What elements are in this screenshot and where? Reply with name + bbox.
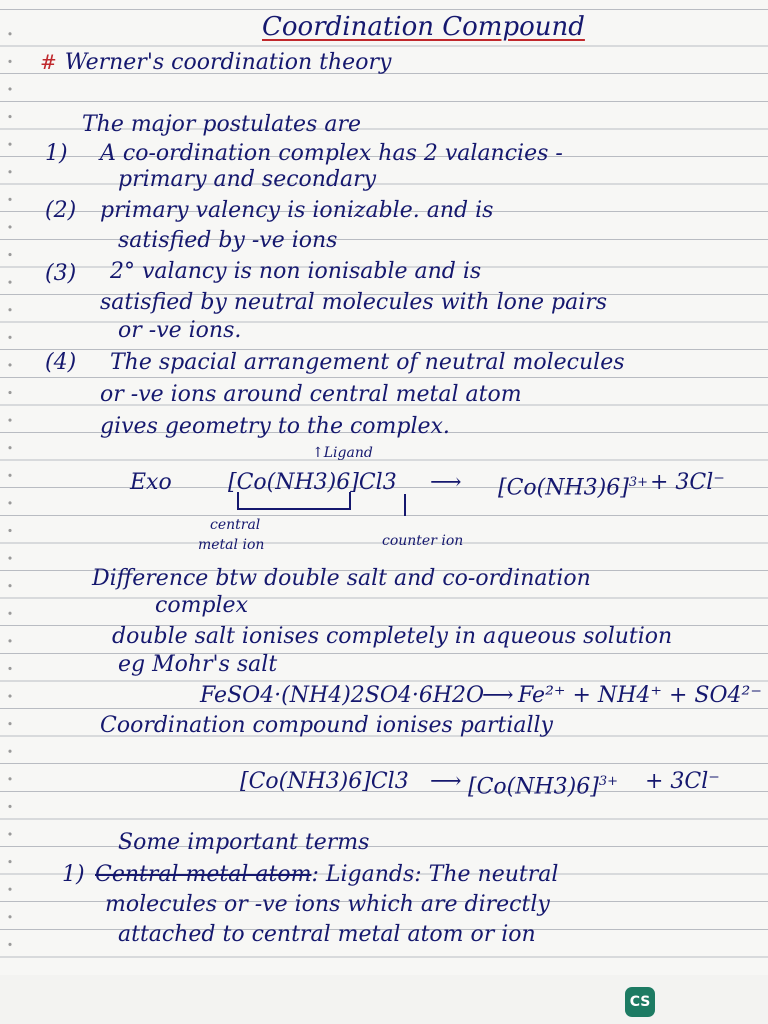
- page-title: Coordination Compound: [262, 12, 585, 42]
- star-mark-icon: #: [40, 50, 57, 74]
- eq2-arrow: ⟶: [430, 769, 462, 794]
- eq2-tail: + 3Cl⁻: [645, 769, 720, 794]
- example-counter: + 3Cl⁻: [650, 470, 725, 495]
- eq1-right: Fe²⁺ + NH4⁺ + SO4²⁻: [518, 683, 762, 708]
- eq2-charge: 3+: [598, 774, 619, 789]
- example-charge: 3+: [628, 475, 649, 490]
- margin-dots: [6, 20, 14, 970]
- central-label-2: metal ion: [198, 537, 265, 553]
- postulate-2-line-2: satisfied by -ve ions: [118, 228, 338, 253]
- postulate-4-line-3: gives geometry to the complex.: [100, 414, 450, 439]
- eq2-left: [Co(NH3)6]Cl3: [240, 769, 409, 794]
- example-complex: [Co(NH3)6]Cl3: [228, 470, 397, 495]
- counter-ion-pointer: [404, 494, 406, 516]
- ligand-label-text: Ligand: [323, 445, 373, 461]
- double-salt-line: double salt ionises completely in aqueous solution: [112, 624, 673, 649]
- postulate-4-line-2: or -ve ions around central metal atom: [100, 382, 522, 407]
- terms-struck-text: Central metal atom: [95, 862, 312, 887]
- postulate-4-line-1: The spacial arrangement of neutral molecules: [110, 350, 625, 375]
- intro-line: The major postulates are: [82, 112, 361, 137]
- postulate-3-line-2: satisfied by neutral molecules with lone pairs: [100, 290, 608, 315]
- postulate-4-num: (4): [45, 350, 77, 375]
- central-label-1: central: [210, 517, 261, 533]
- postulate-1-num: 1): [45, 141, 68, 166]
- eg-line: eg Mohr's salt: [118, 652, 278, 677]
- postulate-3-line-1: 2° valancy is non ionisable and is: [110, 259, 482, 284]
- terms-num: 1): [62, 862, 85, 887]
- camscanner-badge: CS: [625, 987, 655, 1017]
- postulate-1-line-1: A co-ordination complex has 2 valancies -: [100, 141, 563, 166]
- eq2-right: [468, 769, 618, 800]
- difference-heading-2: complex: [155, 593, 248, 618]
- ligand-label: ↑Ligand: [312, 445, 373, 461]
- terms-line-1-text: : Ligands: The neutral: [311, 862, 559, 887]
- example-arrow: ⟶: [430, 470, 462, 495]
- example-product: [498, 470, 648, 501]
- terms-line-2: molecules or -ve ions which are directly: [105, 892, 550, 917]
- counter-ion-label: counter ion: [382, 533, 464, 549]
- example-product-text: [Co(NH3)6]: [498, 475, 629, 501]
- terms-line-3: attached to central metal atom or ion: [118, 922, 536, 947]
- postulate-3-line-3: or -ve ions.: [118, 318, 242, 343]
- heading-werner: [40, 49, 391, 76]
- difference-heading-1: Difference btw double salt and co-ordination: [92, 566, 591, 591]
- eq1-left: FeSO4·(NH4)2SO4·6H2O: [200, 683, 485, 708]
- terms-heading: Some important terms: [118, 830, 370, 855]
- terms-line-1: [95, 862, 558, 888]
- eq1-arrow: ⟶: [482, 683, 514, 708]
- central-metal-bracket: [237, 492, 351, 510]
- eq2-right-text: [Co(NH3)6]: [468, 774, 599, 800]
- postulate-3-num: (3): [45, 261, 77, 286]
- postulate-2-line-1: primary valency is ionizable. and is: [100, 198, 494, 223]
- coord-line: Coordination compound ionises partially: [100, 713, 553, 738]
- postulate-2-num: (2): [45, 198, 77, 223]
- example-label: Exo: [130, 470, 172, 495]
- postulate-1-line-2: primary and secondary: [118, 167, 377, 192]
- heading-text: Werner's coordination theory: [64, 50, 392, 75]
